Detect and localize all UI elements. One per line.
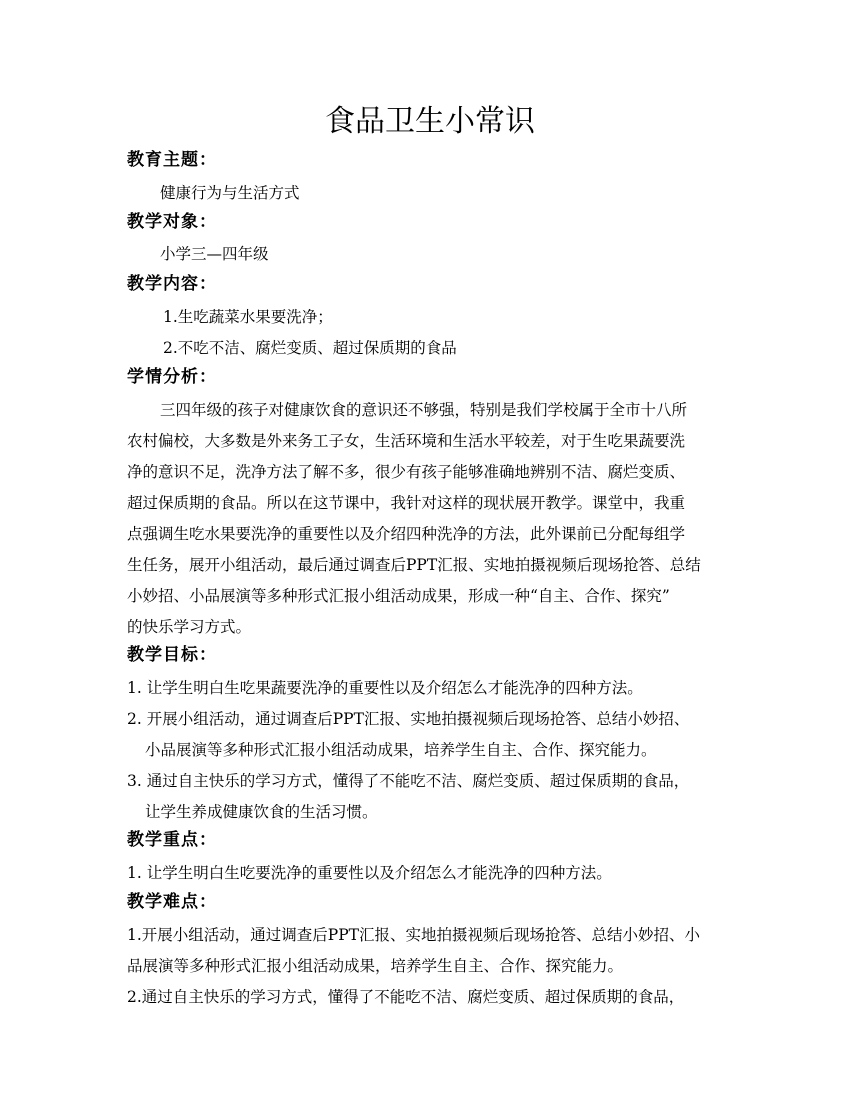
audience-text: 小学三—四年级	[160, 245, 269, 263]
key-line: 1. 让学生明白生吃要洗净的重要性以及介绍怎么才能洗净的四种方法。	[127, 864, 612, 882]
analysis-line: 小妙招、小品展演等多种形式汇报小组活动成果，形成一种“自主、合作、探究”	[127, 587, 670, 605]
analysis-line: 超过保质期的食品。所以在这节课中，我针对这样的现状展开教学。课堂中，我重	[127, 494, 686, 512]
analysis-line: 三四年级的孩子对健康饮食的意识还不够强，特别是我们学校属于全市十八所	[160, 401, 688, 419]
heading-key: 教学重点：	[127, 830, 217, 850]
difficult-line: 品展演等多种形式汇报小组活动成果，培养学生自主、合作、探究能力。	[127, 957, 624, 975]
analysis-line: 点强调生吃水果要洗净的重要性以及介绍四种洗净的方法，此外课前已分配每组学	[127, 525, 686, 543]
heading-difficult: 教学难点：	[127, 892, 217, 912]
goals-line: 小品展演等多种形式汇报小组活动成果，培养学生自主、合作、探究能力。	[145, 741, 657, 759]
page-title: 食品卫生小常识	[325, 104, 535, 139]
heading-goals: 教学目标：	[127, 645, 217, 665]
goals-line: 让学生养成健康饮食的生活习惯。	[145, 803, 378, 821]
theme-text: 健康行为与生活方式	[160, 184, 300, 202]
content-item: 2.不吃不洁、腐烂变质、超过保质期的食品	[163, 339, 457, 357]
goals-line: 1. 让学生明白生吃果蔬要洗净的重要性以及介绍怎么才能洗净的四种方法。	[127, 679, 643, 697]
difficult-line: 2.通过自主快乐的学习方式，懂得了不能吃不洁、腐烂变质、超过保质期的食品，	[127, 988, 685, 1006]
difficult-line: 1.开展小组活动，通过调查后PPT汇报、实地拍摄视频后现场抢答、总结小妙招、小	[127, 926, 700, 944]
goals-line: 3. 通过自主快乐的学习方式，懂得了不能吃不洁、腐烂变质、超过保质期的食品，	[127, 772, 690, 790]
analysis-line: 净的意识不足，洗净方法了解不多，很少有孩子能够准确地辨别不洁、腐烂变质、	[127, 463, 686, 481]
heading-analysis: 学情分析：	[127, 367, 217, 387]
analysis-line: 农村偏校，大多数是外来务工子女，生活环境和生活水平较差，对于生吃果蔬要洗	[127, 432, 686, 450]
heading-content: 教学内容：	[127, 274, 217, 294]
analysis-line: 生任务，展开小组活动，最后通过调查后PPT汇报、实地拍摄视频后现场抢答、总结	[127, 556, 701, 574]
goals-line: 2. 开展小组活动，通过调查后PPT汇报、实地拍摄视频后现场抢答、总结小妙招、	[127, 710, 690, 728]
content-item: 1.生吃蔬菜水果要洗净；	[163, 308, 333, 326]
heading-audience: 教学对象：	[127, 212, 217, 232]
analysis-line: 的快乐学习方式。	[127, 618, 252, 636]
heading-theme: 教育主题：	[127, 150, 217, 170]
